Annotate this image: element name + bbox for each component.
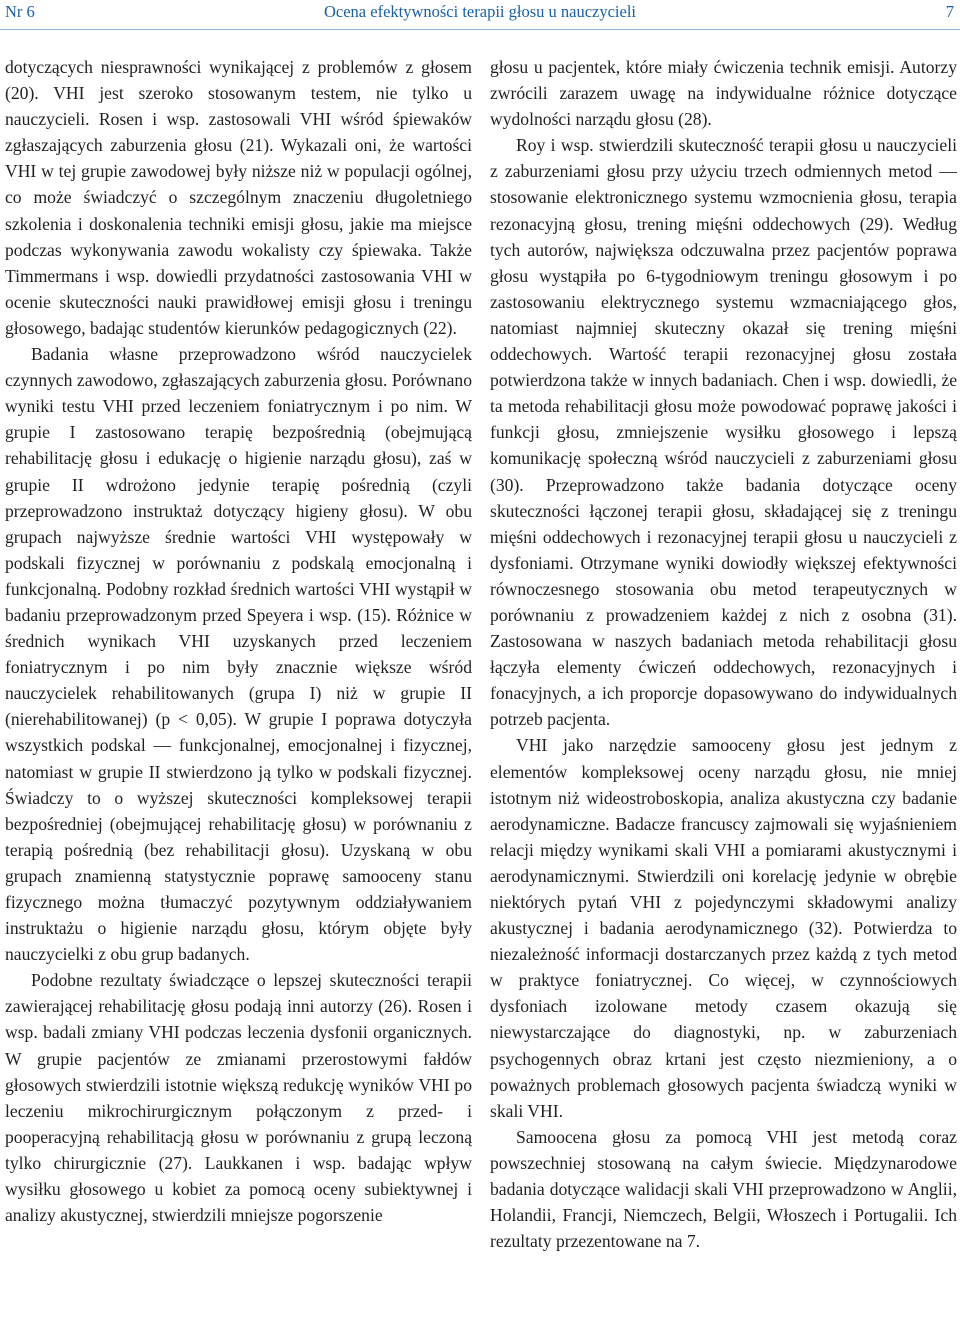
issue-number: Nr 6 bbox=[5, 2, 35, 21]
paragraph: dotyczących niesprawności wynikającej z problemów z głosem (20). VHI jest szeroko stosowanym testem, nie tylko u nauczycieli. Rosen i wsp. zastosowali VHI wśród śpiewaków zgłaszających zaburzenia głosu (21). Wykazali oni, że wartości VHI w tej grupie zawodowej były niższe niż w populacji ogólnej, co może świadczyć o szczególnym znaczeniu długoletniego szkolenia i doskonalenia techniki emisji głosu, jakie ma miejsce podczas wykonywania zawodu wokalisty czy śpiewaka. Także Timmermans i wsp. dowiedli przydatności zastosowania VHI w ocenie skuteczności nauki prawidłowej emisji głosu i treningu głosowego, badając studentów kierunków pedagogicznych (22). bbox=[5, 57, 472, 338]
running-title: Ocena efektywności terapii głosu u nauczycieli bbox=[323, 2, 636, 21]
paragraph: Podobne rezultaty świadczące o lepszej skuteczności terapii zawierającej rehabilitację głosu podają inni autorzy (26). Rosen i wsp. badali zmiany VHI podczas leczenia dysfonii organicznych. W grupie pacjentów ze zmianami przerostowymi fałdów głosowych stwierdzili istotnie większą redukcję wyników VHI po leczeniu mikrochirurgicznym połączonym z przed- i pooperacyjną rehabilitacją głosu w porównaniu z grupą leczoną tylko chirurgicznie (27). Laukkanen i wsp. badając wpływ wysiłku głosowego u kobiet za pomocą oceny subiektywnej i analizy akustycznej, stwierdzili mniejsze pogorszenie bbox=[5, 970, 472, 1226]
left-column bbox=[5, 54, 472, 1332]
running-header bbox=[0, 0, 960, 26]
paragraph: głosu u pacjentek, które miały ćwiczenia technik emisji. Autorzy zwrócili zarazem uwagę na indywidualne różnice dotyczące wydolności narządu głosu (28). bbox=[490, 57, 957, 130]
header-rule bbox=[0, 29, 960, 30]
paragraph: Roy i wsp. stwierdzili skuteczność terapii głosu u nauczycieli z zaburzeniami głosu przy użyciu trzech odmiennych metod — stosowanie elektronicznego systemu wzmocnienia głosu, terapia rezonacyjną głosu, trening mięśni oddechowych (29). Według tych autorów, największa odczuwalna przez pacjentów poprawa głosu wystąpiła po 6-tygodniowym treningu głosowym i po zastosowaniu elektrycznego systemu wzmacniającego głos, natomiast najmniej skuteczny okazał się trening mięśni oddechowych. Wartość terapii rezonacyjnej głosu została potwierdzona także w innych badaniach. Chen i wsp. dowiedli, że ta metoda rehabilitacji głosu może powodować poprawę jakości i funkcji głosu, zmniejszenie wysiłku głosowego i lepszą komunikację społeczną wśród nauczycieli z zaburzeniami głosu (30). Przeprowadzono także badania dotyczące oceny skuteczności łączonej terapii głosu, składającej się z treningu mięśni oddechowych i rezonacyjnej terapii głosu u nauczycieli z dysfoniami. Otrzymane wyniki dowiodły większej efektywności równoczesnego stosowania obu metod terapeutycznych w porównaniu z prowadzeniem każdej z nich z osobna (31). Zastosowana w naszych badaniach metoda rehabilitacji głosu łączyła elementy ćwiczeń oddechowych, rezonacyjnych i fonacyjnych, a ich proporcje dopasowywano do indywidualnych potrzeb pacjenta. bbox=[490, 135, 957, 730]
page-number: 7 bbox=[945, 2, 954, 21]
paragraph: VHI jako narzędzie samooceny głosu jest jednym z elementów kompleksowej oceny narządu głosu, nie mniej istotnym niż wideostroboskopia, analiza akustyczna czy badanie aerodynamiczne. Badacze francuscy zajmowali się wyjaśnieniem relacji między wynikami skali VHI a pomiarami akustycznymi i aerodynamicznymi. Stwierdzili oni korelację jedynie w obrębie niektórych pytań VHI z pojedynczymi składowymi analizy akustycznej i badania aerodynamicznego (32). Potwierdza to niezależność informacji dostarczanych przez każdą z tych metod w praktyce foniatrycznej. Co więcej, w czynnościowych dysfoniach izolowane metody czasem okazują się niewystarczające do diagnostyki, np. w zaburzeniach psychogennych obraz krtani jest często niezmieniony, a o poważnych problemach głosowych pacjenta świadczą wyniki w skali VHI. bbox=[490, 735, 957, 1121]
paragraph: Samoocena głosu za pomocą VHI jest metodą coraz powszechniej stosowaną na całym świecie. Międzynarodowe badania dotyczące walidacji skali VHI przeprowadzono w Anglii, Holandii, Francji, Niemczech, Belgii, Włoszech i Portugalii. Ich rezultaty przezentowane na 7. bbox=[490, 1126, 957, 1252]
paragraph: Badania własne przeprowadzono wśród nauczycielek czynnych zawodowo, zgłaszających zaburzenia głosu. Porównano wyniki testu VHI przed leczeniem foniatrycznym i po nim. W grupie I zastosowano terapię bezpośrednią (obejmującą rehabilitację głosu i edukację o higienie narządu głosu), zaś w grupie II wdrożono jedynie terapię pośrednią (czyli przeprowadzono instruktaż dotyczący higieny głosu). W obu grupach najwyższe średnie wartości VHI występowały w podskali fizycznej w porównaniu z podskalą emocjonalną i funkcjonalną. Podobny rozkład średnich wartości VHI wystąpił w badaniu przeprowadzonym przed Speyera i wsp. (15). Różnice w średnich wynikach VHI uzyskanych przed leczeniem foniatrycznym i po nim były znacznie większe wśród nauczycielek rehabilitowanych (grupa I) niż w grupie II (nierehabilitowanej) (p < 0,05). W grupie I poprawa dotyczyła wszystkich podskal — funkcjonalnej, emocjonalnej i fizycznej, natomiast w grupie II stwierdzono ją tylko w podskali fizycznej. Świadczy to o wyższej skuteczności kompleksowej terapii bezpośredniej (obejmującej rehabilitację głosu) w porównaniu z terapią pośrednią (bez rehabilitacji głosu). Uzyskaną w obu grupach znamienną statystycznie poprawę samooceny stanu fizycznego można tłumaczyć pozytywnym oddziaływaniem instruktażu o higienie narządu głosu, którym objęte były nauczycielki z obu grup badanych. bbox=[5, 344, 472, 965]
right-column bbox=[490, 54, 957, 1332]
